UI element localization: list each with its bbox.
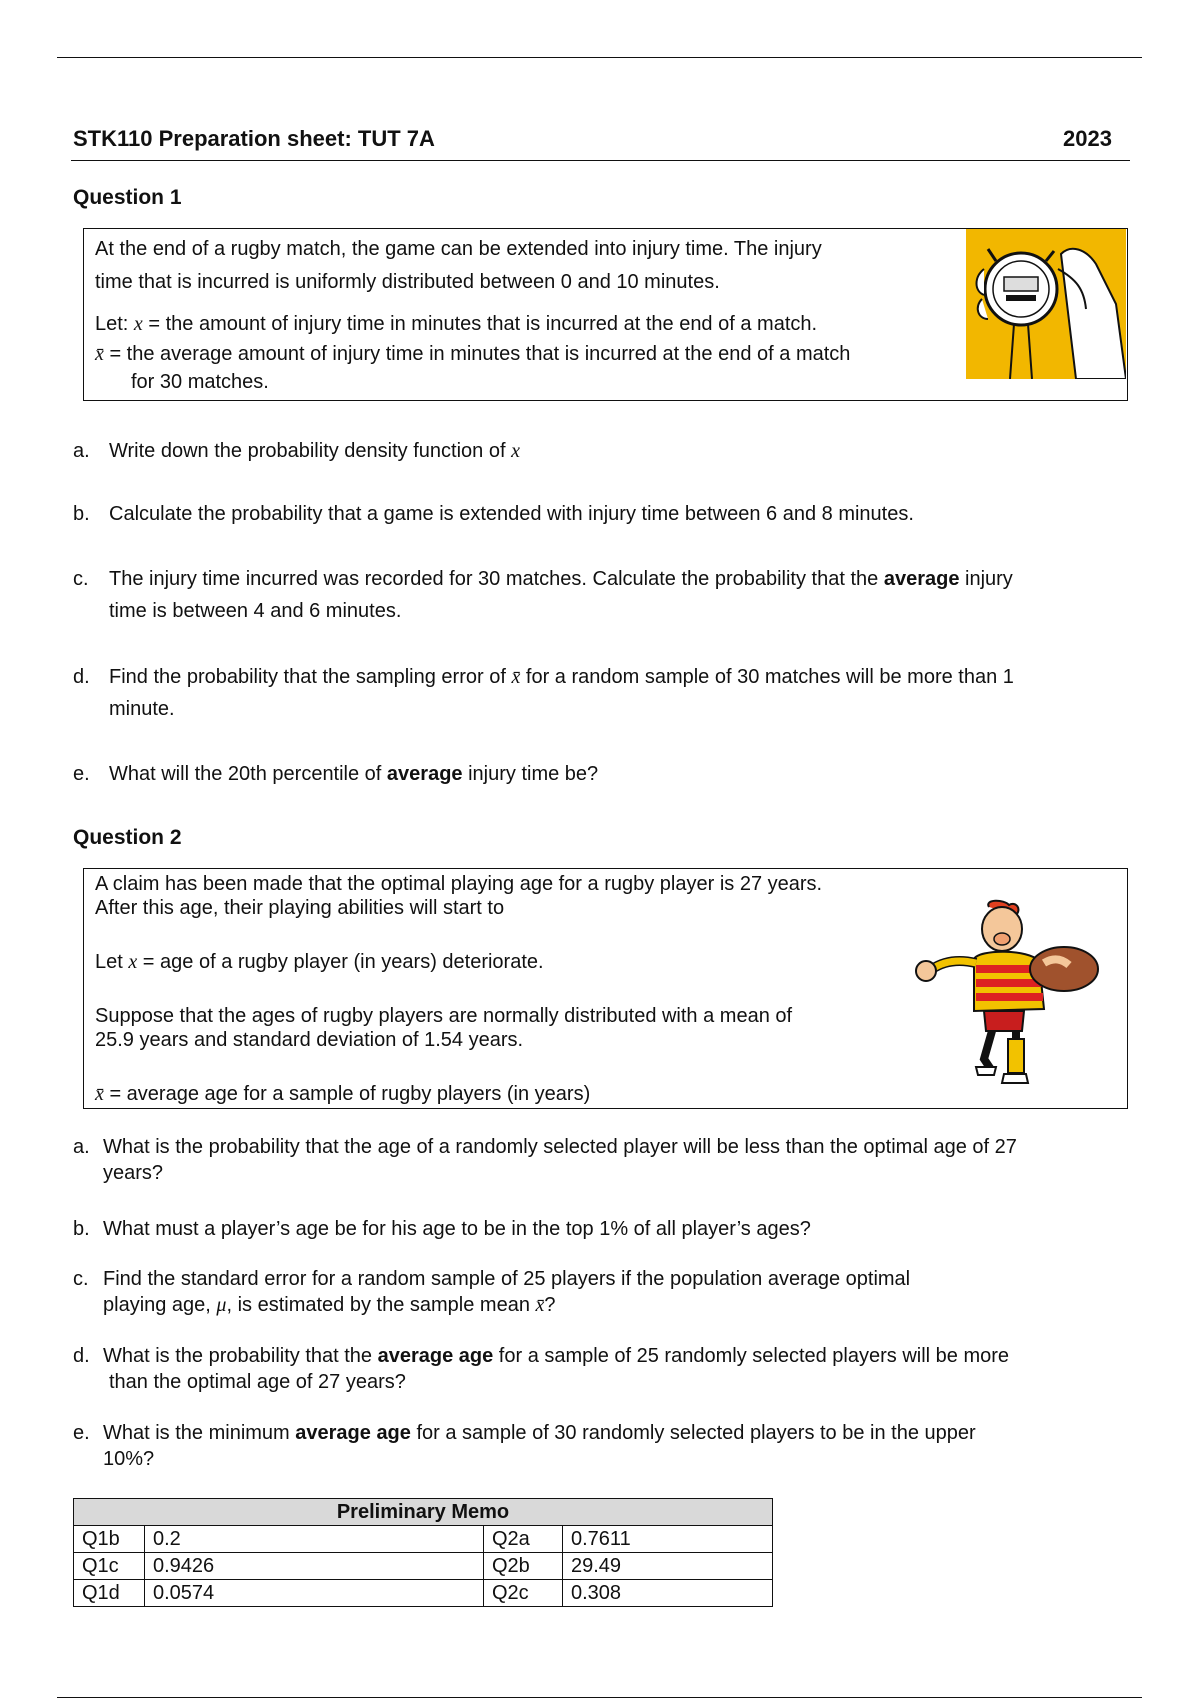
table-row	[74, 1580, 773, 1607]
rugby-player-illustration	[904, 899, 1104, 1089]
q2-xbar-variable: x̄	[95, 1083, 104, 1105]
q1-xbar-definition: = the average amount of injury time in minutes that is incurred at the end of a match	[103, 343, 851, 365]
q2-suppose-line1: Suppose that the ages of rugby players are normally distributed with a mean of	[95, 1005, 793, 1027]
q1-let-xbar	[95, 341, 850, 368]
table-row	[74, 1526, 773, 1553]
preliminary-memo-table	[73, 1498, 773, 1607]
memo-header-row	[74, 1499, 773, 1526]
q1-let-x	[95, 311, 817, 338]
stopwatch-illustration	[966, 229, 1126, 379]
memo-cell: 0.7611	[563, 1526, 773, 1553]
q1-context-line1: At the end of a rugby match, the game can be extended into injury time. The injury	[95, 238, 822, 260]
memo-cell: 0.2	[145, 1526, 484, 1553]
q1-x-variable: x	[133, 313, 143, 335]
memo-cell: 29.49	[563, 1553, 773, 1580]
memo-cell: 0.308	[563, 1580, 773, 1607]
q1-context-line2: time that is incurred is uniformly distributed between 0 and 10 minutes.	[95, 271, 720, 293]
q2-suppose-line2: 25.9 years and standard deviation of 1.54 years.	[95, 1029, 524, 1051]
rugby-player-icon	[904, 899, 1104, 1089]
memo-cell: Q1d	[74, 1580, 145, 1607]
memo-cell: 0.9426	[145, 1553, 484, 1580]
q1-let-definition: = the amount of injury time in minutes that is incurred at the end of a match.	[142, 313, 818, 335]
memo-cell: Q1b	[74, 1526, 145, 1553]
sheet-year: 2023	[1063, 126, 1112, 151]
q2-context-line2: After this age, their playing abilities will start to	[95, 897, 505, 919]
q2-let-xbar: x̄ = average age for a sample of rugby players (in years)	[95, 1083, 591, 1105]
memo-cell: 0.0574	[145, 1580, 484, 1607]
question-2-heading: Question 2	[73, 826, 182, 849]
bottom-rule	[57, 1697, 1142, 1698]
memo-cell: Q1c	[74, 1553, 145, 1580]
q1-xbar-continuation: for 30 matches.	[131, 371, 269, 393]
question-1-heading: Question 1	[73, 186, 182, 209]
q2-let-x: Let x = age of a rugby player (in years) deteriorate.	[95, 951, 544, 973]
table-row	[74, 1553, 773, 1580]
question-2-context-box	[83, 868, 1128, 1109]
memo-cell: Q2b	[484, 1553, 563, 1580]
stopwatch-icon	[966, 229, 1126, 379]
memo-cell: Q2c	[484, 1580, 563, 1607]
header-rule	[71, 160, 1130, 161]
q2-context-line1: A claim has been made that the optimal playing age for a rugby player is 27 years.	[95, 873, 823, 895]
q1-let-prefix: Let:	[95, 313, 134, 335]
sheet-title: STK110 Preparation sheet: TUT 7A	[73, 126, 435, 151]
memo-title: Preliminary Memo	[74, 1499, 773, 1526]
q1-xbar-variable: x̄	[95, 343, 104, 365]
top-rule	[57, 57, 1142, 58]
q2-x-variable: x	[128, 951, 138, 973]
memo-cell: Q2a	[484, 1526, 563, 1553]
question-1-context-box	[83, 228, 1128, 401]
